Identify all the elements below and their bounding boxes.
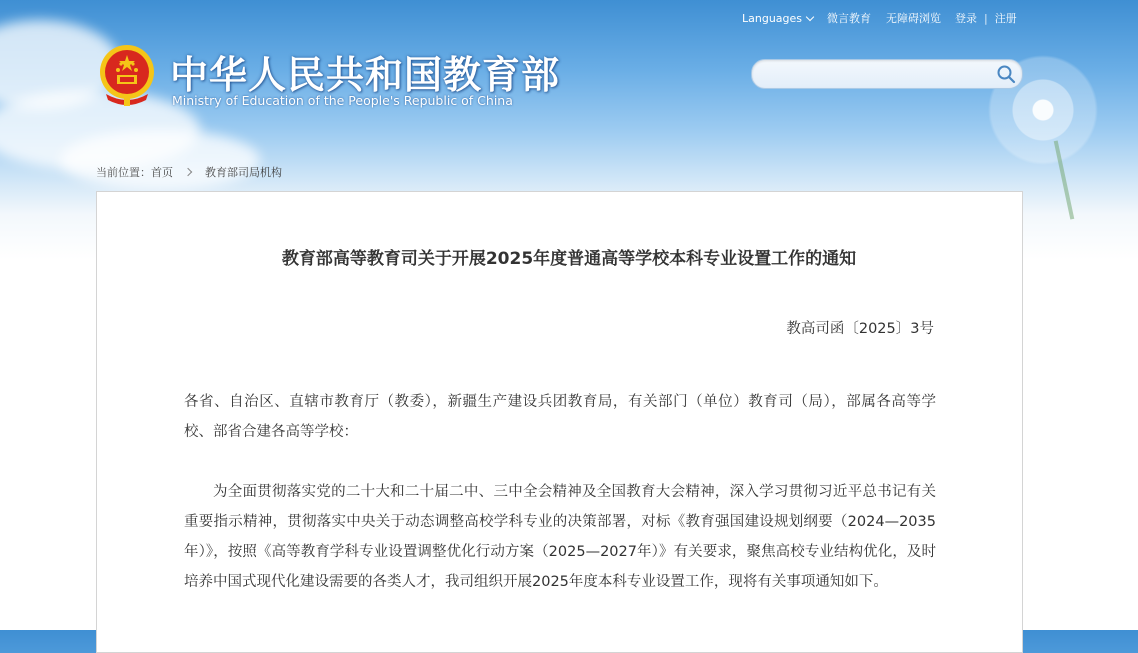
languages-label: Languages [742,11,803,25]
top-links-bar [742,10,1017,26]
chevron-down-icon [806,12,814,20]
breadcrumb [96,164,282,180]
register-link[interactable]: 注册 [994,12,1017,25]
document-number: 教高司函〔2025〕3号 [786,321,934,337]
breadcrumb-label: 当前位置： [96,166,151,179]
article-body-paragraph: 为全面贯彻落实党的二十大和二十届二中、三中全会精神及全国教育大会精神，深入学习贯彻习近平总书记有关重要指示精神，贯彻落实中央关于动态调整高校学科专业的决策部署，对标《教育强国建设规划纲要（2024—2035年）》，按照《高等教育学科专业设置调整优化行动方案（2025—2027年）》有关要求，聚焦高校专业结构优化，及时培养中国式现代化建设需要的各类人才，我司组织开展2025年度本科专业设置工作，现将有关事项通知如下。 [184,484,936,590]
national-emblem-icon[interactable] [98,44,156,108]
site-title[interactable]: 中华人民共和国教育部 [170,53,561,97]
search-icon[interactable] [996,64,1016,84]
languages-dropdown[interactable] [742,12,813,25]
site-subtitle: Ministry of Education of the People's Republic of China [172,93,513,108]
accessibility-link[interactable]: 无障碍浏览 [886,12,942,25]
article-title: 教育部高等教育司关于开展2025年度普通高等学校本科专业设置工作的通知 [281,249,857,269]
search-input[interactable] [766,64,990,86]
cloud-decoration [60,130,260,190]
link-divider: | [984,11,988,25]
search-box[interactable] [751,59,1023,89]
breadcrumb-home-link[interactable]: 首页 [151,166,173,179]
breadcrumb-current-link[interactable]: 教育部司局机构 [205,166,282,179]
weibo-link[interactable]: 微言教育 [827,12,872,25]
login-link[interactable]: 登录 [955,12,978,25]
chevron-right-icon [184,168,192,176]
article-addressee: 各省、自治区、直辖市教育厅（教委），新疆生产建设兵团教育局，有关部门（单位）教育司（局），部属各高等学校、部省合建各高等学校： [184,394,936,440]
